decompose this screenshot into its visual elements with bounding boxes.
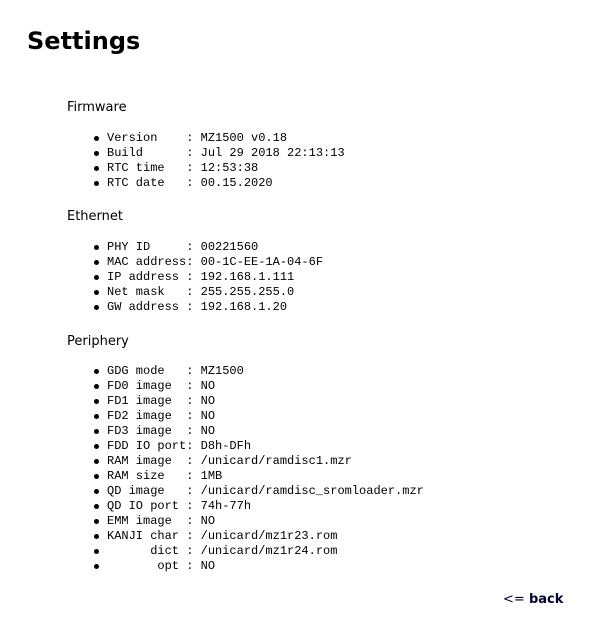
item-text: QD image : /unicard/ramdisc_sromloader.mzr — [107, 484, 424, 498]
list-item-rtc-time — [0, 161, 345, 176]
item-text: KANJI char : /unicard/mz1r23.rom — [107, 529, 338, 543]
list-item-fd3-image — [0, 424, 424, 439]
bullet-icon — [94, 459, 99, 464]
item-text: FD2 image : NO — [107, 409, 216, 423]
firmware-list — [0, 131, 345, 191]
item-text: FD3 image : NO — [107, 424, 216, 438]
bullet-icon — [94, 414, 99, 419]
bullet-icon — [94, 384, 99, 389]
item-text: Build : Jul 29 2018 22:13:13 — [107, 146, 345, 160]
list-item-net-mask — [0, 285, 323, 300]
item-text: opt : NO — [107, 559, 216, 573]
list-item-qd-image — [0, 484, 424, 499]
bullet-icon — [94, 166, 99, 171]
bullet-icon — [94, 369, 99, 374]
list-item-gw-address — [0, 300, 323, 315]
item-text: GDG mode : MZ1500 — [107, 364, 244, 378]
bullet-icon — [94, 181, 99, 186]
list-item-fd2-image — [0, 409, 424, 424]
bullet-icon — [94, 429, 99, 434]
bullet-icon — [94, 504, 99, 509]
bullet-icon — [94, 260, 99, 265]
page-title: Settings — [27, 27, 141, 55]
list-item-version — [0, 131, 345, 146]
bullet-icon — [94, 136, 99, 141]
section-heading-firmware: Firmware — [67, 100, 127, 115]
bullet-icon — [94, 245, 99, 250]
bullet-icon — [94, 305, 99, 310]
bullet-icon — [94, 489, 99, 494]
item-text: PHY ID : 00221560 — [107, 240, 259, 254]
list-item-ram-image — [0, 454, 424, 469]
item-text: GW address : 192.168.1.20 — [107, 300, 288, 314]
bullet-icon — [94, 399, 99, 404]
section-heading-periphery: Periphery — [67, 334, 129, 349]
item-text: RAM image : /unicard/ramdisc1.mzr — [107, 454, 352, 468]
periphery-list — [0, 364, 424, 574]
ethernet-list — [0, 240, 323, 315]
item-text: RTC date : 00.15.2020 — [107, 176, 273, 190]
item-text: Net mask : 255.255.255.0 — [107, 285, 295, 299]
bullet-icon — [94, 151, 99, 156]
back-link-label: back — [528, 592, 564, 607]
bullet-icon — [94, 534, 99, 539]
bullet-icon — [94, 474, 99, 479]
bullet-icon — [94, 275, 99, 280]
list-item-phy-id — [0, 240, 323, 255]
item-text: MAC address: 00-1C-EE-1A-04-6F — [107, 255, 324, 269]
item-text: IP address : 192.168.1.111 — [107, 270, 295, 284]
item-text: FD1 image : NO — [107, 394, 216, 408]
list-item-ip-address — [0, 270, 323, 285]
item-text: dict : /unicard/mz1r24.rom — [107, 544, 338, 558]
list-item-fdd-io-port — [0, 439, 424, 454]
item-text: FDD IO port: D8h-DFh — [107, 439, 252, 453]
list-item-build — [0, 146, 345, 161]
item-text: RAM size : 1MB — [107, 469, 223, 483]
item-text: Version : MZ1500 v0.18 — [107, 131, 288, 145]
item-text: RTC time : 12:53:38 — [107, 161, 259, 175]
back-link[interactable] — [503, 592, 563, 608]
bullet-icon — [94, 290, 99, 295]
bullet-icon — [94, 519, 99, 524]
list-item-mac-address — [0, 255, 323, 270]
bullet-icon — [94, 444, 99, 449]
bullet-icon — [94, 549, 99, 554]
list-item-kanji-char — [0, 529, 424, 544]
item-text: EMM image : NO — [107, 514, 216, 528]
list-item-gdg-mode — [0, 364, 424, 379]
list-item-qd-io-port — [0, 499, 424, 514]
list-item-kanji-opt — [0, 559, 424, 574]
back-arrow: <= — [503, 592, 525, 607]
item-text: FD0 image : NO — [107, 379, 216, 393]
list-item-ram-size — [0, 469, 424, 484]
item-text: QD IO port : 74h-77h — [107, 499, 252, 513]
section-heading-ethernet: Ethernet — [67, 209, 123, 224]
list-item-kanji-dict — [0, 544, 424, 559]
bullet-icon — [94, 564, 99, 569]
list-item-emm-image — [0, 514, 424, 529]
list-item-fd1-image — [0, 394, 424, 409]
list-item-rtc-date — [0, 176, 345, 191]
list-item-fd0-image — [0, 379, 424, 394]
